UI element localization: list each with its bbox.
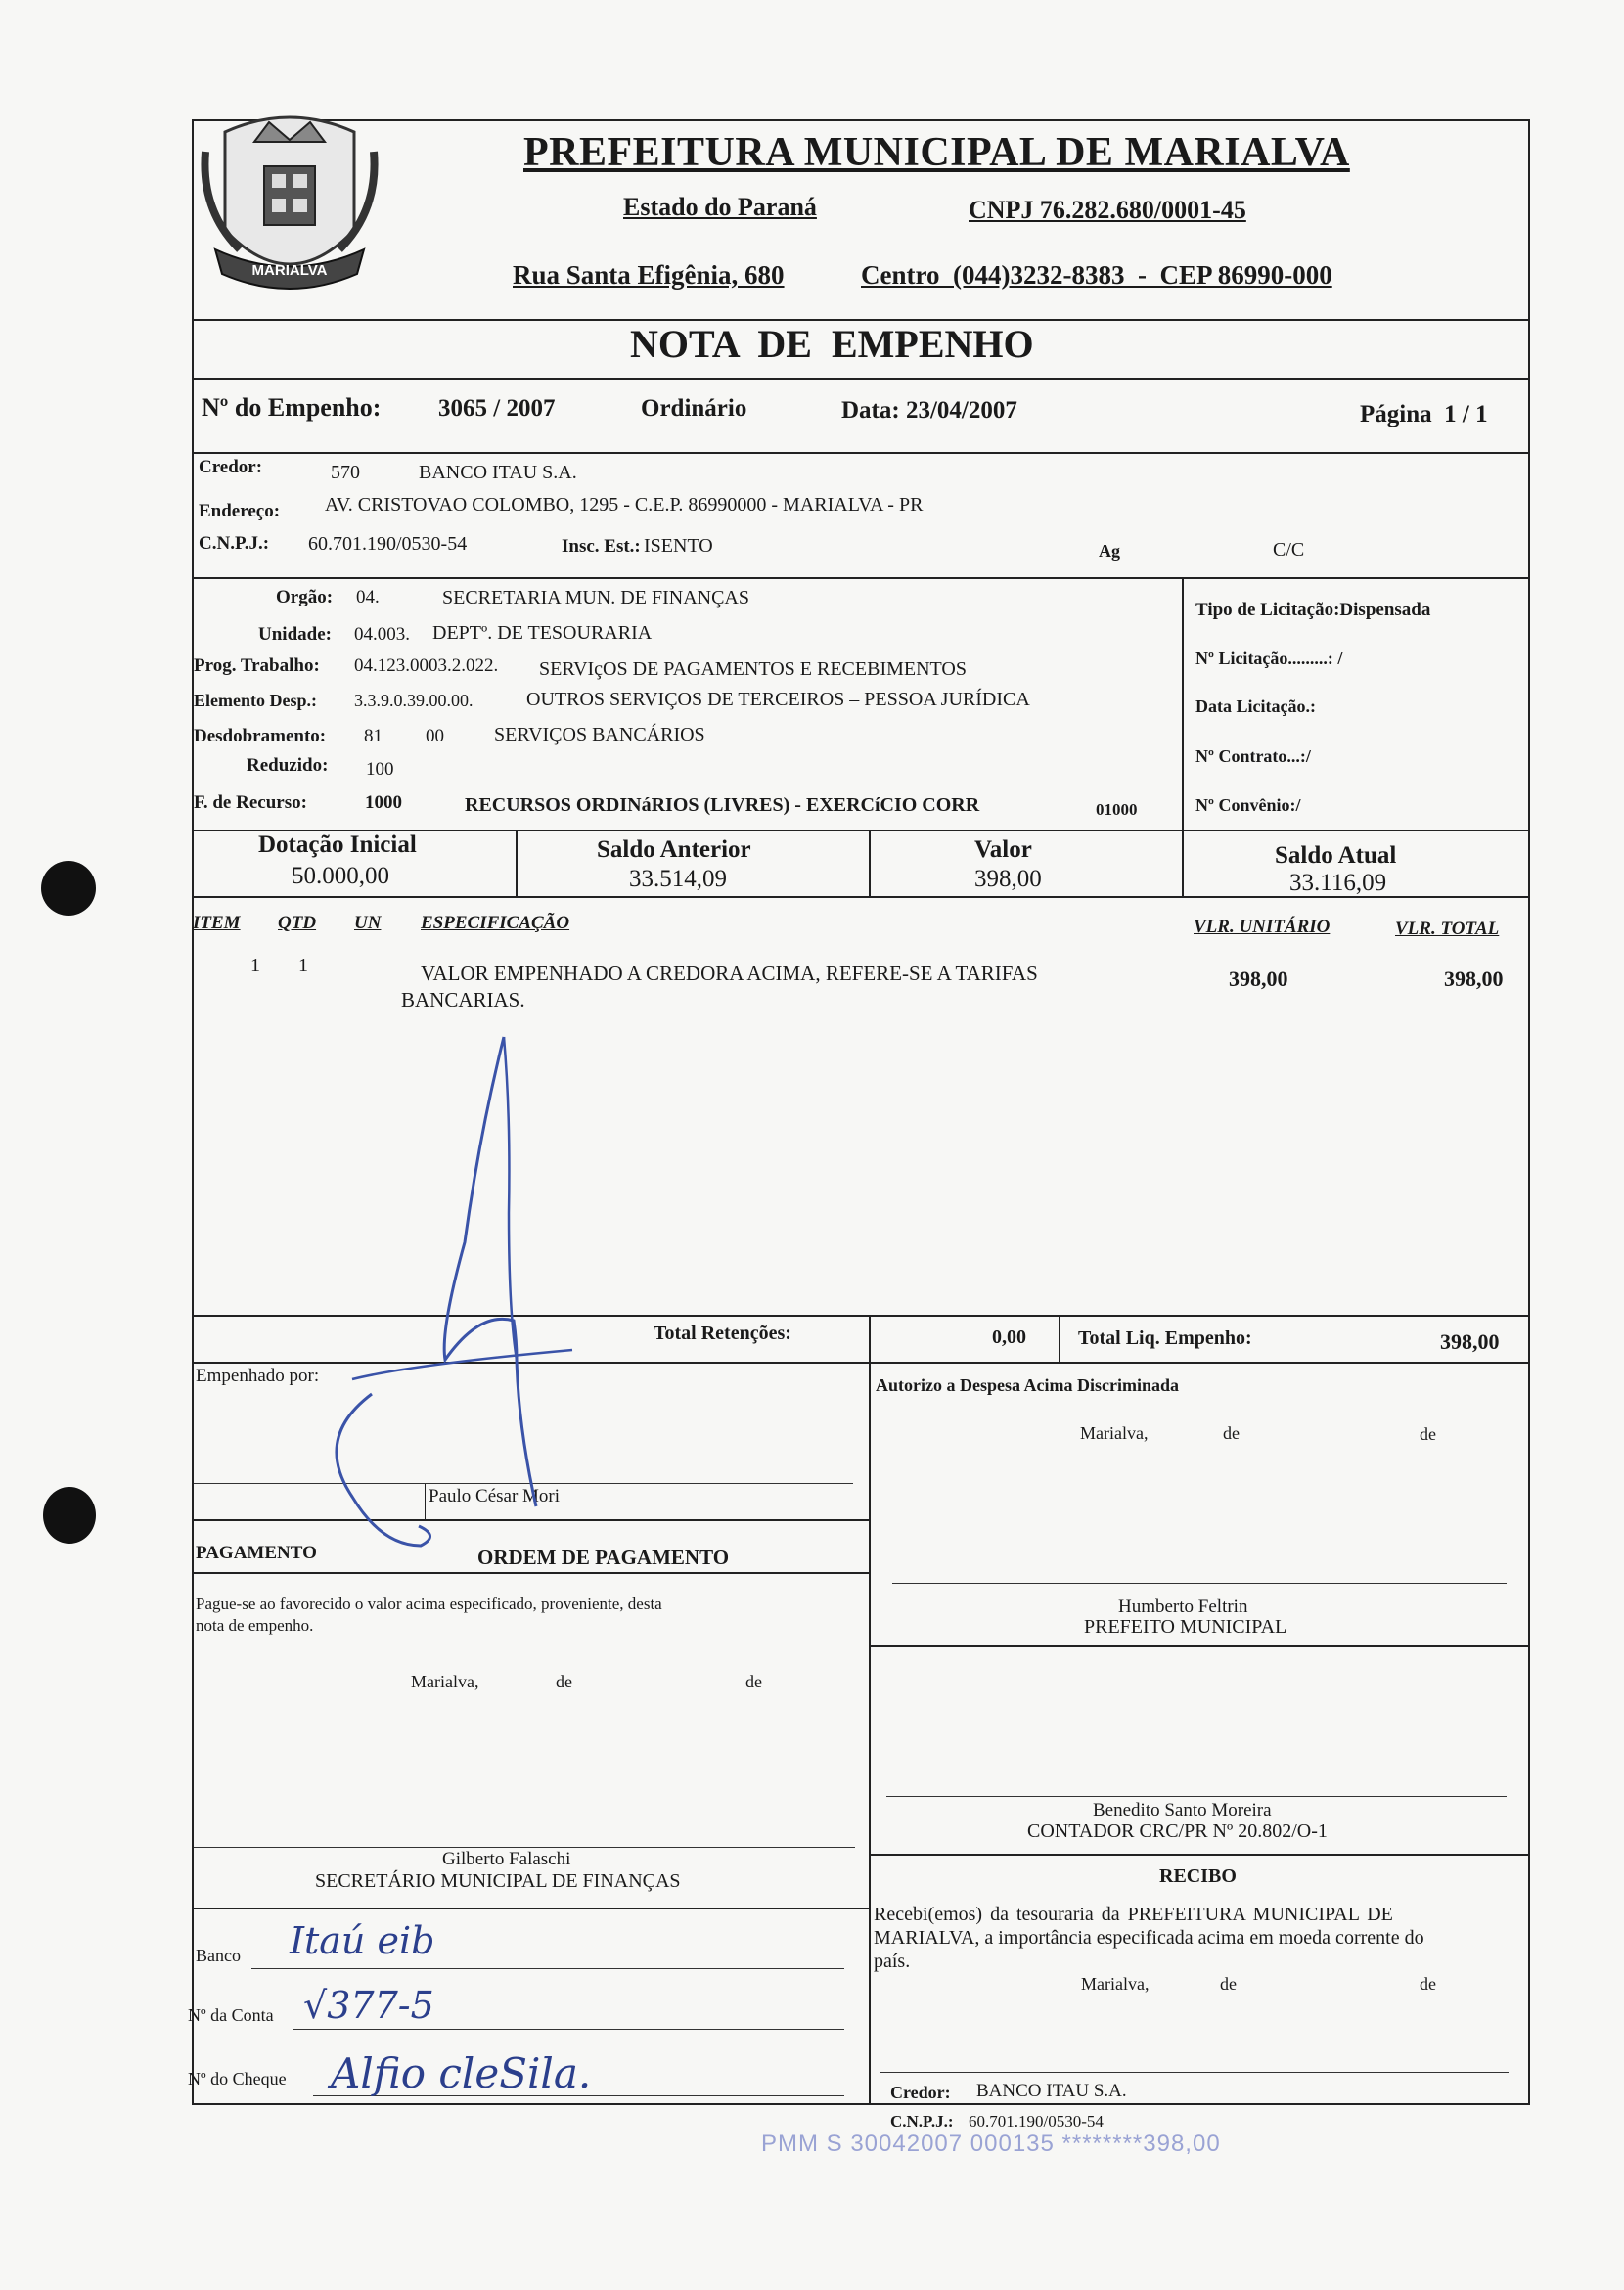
- credor-label: Credor:: [199, 457, 263, 477]
- divider: [869, 830, 871, 896]
- recibo-text-line2: MARIALVA, a importância especificada acima em moeda corrente do: [874, 1927, 1424, 1949]
- prog-name: SERVIçOS DE PAGAMENTOS E RECEBIMENTOS: [539, 658, 967, 680]
- desd-name: SERVIÇOS BANCÁRIOS: [494, 724, 705, 745]
- signature-line: [880, 2072, 1509, 2073]
- banco-line: [251, 1968, 844, 1969]
- prog-label: Prog. Trabalho:: [194, 655, 320, 676]
- bottom-stamp: PMM S 30042007 000135 ********398,00: [761, 2131, 1221, 2157]
- saldo-ant-value: 33.514,09: [629, 866, 727, 892]
- divider: [516, 830, 518, 896]
- orgao-label: Orgão:: [276, 587, 334, 607]
- divider: [192, 1908, 869, 1909]
- divider: [869, 1362, 871, 2105]
- desd-code2: 00: [426, 726, 444, 746]
- divider: [192, 452, 1530, 454]
- cheque-label: Nº do Cheque: [188, 2069, 287, 2088]
- prog-code: 04.123.0003.2.022.: [354, 655, 499, 676]
- pagamento-text-line2: nota de empenho.: [196, 1616, 314, 1635]
- autorizo-label: Autorizo a Despesa Acima Discriminada: [876, 1375, 1179, 1395]
- secretario-title: SECRETÁRIO MUNICIPAL DE FINANÇAS: [315, 1870, 681, 1892]
- cheque-handwriting: Alfio cleSila.: [331, 2049, 592, 2097]
- municipal-crest: [196, 112, 383, 304]
- divider: [1059, 1315, 1060, 1362]
- num-contrato: Nº Contrato...:/: [1195, 746, 1311, 766]
- dotacao-label: Dotação Inicial: [258, 831, 417, 858]
- header-contact: Centro (044)3232-8383 - CEP 86990-000: [861, 260, 1332, 290]
- cc-label: C/C: [1273, 539, 1305, 561]
- divider: [192, 1572, 869, 1574]
- credor-address: AV. CRISTOVAO COLOMBO, 1295 - C.E.P. 86990000 - MARIALVA - PR: [325, 494, 924, 516]
- header-title: PREFEITURA MUNICIPAL DE MARIALVA: [523, 130, 1350, 175]
- row-qtd: 1: [298, 955, 308, 976]
- num-convenio: Nº Convênio:/: [1195, 795, 1301, 815]
- punch-hole-bottom: [43, 1487, 96, 1544]
- tipo-licitacao: Tipo de Licitação:Dispensada: [1195, 600, 1431, 620]
- credor-code: 570: [331, 462, 360, 483]
- reduzido-label: Reduzido:: [247, 755, 329, 776]
- recurso-label: F. de Recurso:: [194, 792, 307, 813]
- saldo-ant-label: Saldo Anterior: [597, 836, 751, 863]
- recibo-credor-label: Credor:: [890, 2083, 951, 2102]
- recurso-code: 1000: [365, 792, 402, 813]
- row-desc-line1: VALOR EMPENHADO A CREDORA ACIMA, REFERE-SE A TARIFAS: [421, 962, 1038, 985]
- valor-value: 398,00: [974, 866, 1042, 892]
- pagamento-label: PAGAMENTO: [196, 1543, 317, 1563]
- divider: [869, 1854, 1530, 1856]
- col-qtd: QTD: [278, 913, 317, 933]
- signature-line: [892, 1583, 1507, 1584]
- cnpj-label: C.N.P.J.:: [199, 533, 270, 554]
- recibo-cnpj: 60.701.190/0530-54: [969, 2112, 1104, 2131]
- banco-handwriting: Itaú eib: [290, 1919, 435, 1962]
- ie-label: Insc. Est.:: [562, 536, 641, 557]
- divider: [869, 1645, 1530, 1647]
- empenho-number: 3065 / 2007: [438, 395, 556, 422]
- liq-value: 398,00: [1440, 1329, 1500, 1354]
- conta-handwriting: √377-5: [303, 1984, 434, 2027]
- contador-name: Benedito Santo Moreira: [1093, 1800, 1272, 1820]
- orgao-code: 04.: [356, 587, 380, 607]
- empenho-type: Ordinário: [641, 395, 747, 422]
- col-especificacao: ESPECIFICAÇÃO: [421, 913, 570, 933]
- empenhado-name: Paulo César Mori: [429, 1486, 561, 1506]
- svg-text:MARIALVA: MARIALVA: [251, 262, 328, 279]
- punch-hole-top: [41, 861, 96, 916]
- valor-label: Valor: [974, 836, 1032, 863]
- empenhado-por-label: Empenhado por:: [196, 1366, 320, 1386]
- pagamento-de-b: de: [745, 1672, 762, 1691]
- recibo-credor: BANCO ITAU S.A.: [976, 2081, 1127, 2101]
- recibo-cnpj-label: C.N.P.J.:: [890, 2112, 954, 2131]
- row-total: 398,00: [1444, 966, 1504, 991]
- ordem-pagamento-label: ORDEM DE PAGAMENTO: [477, 1546, 730, 1569]
- ag-label: Ag: [1099, 541, 1120, 561]
- autorizo-de-b: de: [1420, 1424, 1436, 1444]
- desd-label: Desdobramento:: [194, 726, 327, 746]
- unidade-label: Unidade:: [258, 624, 332, 645]
- credor-cnpj: 60.701.190/0530-54: [308, 533, 468, 555]
- divider: [1182, 830, 1184, 896]
- divider: [192, 896, 1530, 898]
- row-item: 1: [250, 955, 260, 976]
- liq-label: Total Liq. Empenho:: [1078, 1327, 1252, 1349]
- conta-label: Nº da Conta: [188, 2005, 274, 2025]
- contador-title: CONTADOR CRC/PR Nº 20.802/O-1: [1027, 1820, 1328, 1842]
- divider: [192, 577, 1530, 579]
- empenho-page: Página 1 / 1: [1360, 401, 1488, 427]
- dotacao-value: 50.000,00: [292, 863, 389, 889]
- saldo-atual-value: 33.116,09: [1289, 870, 1387, 896]
- unidade-name: DEPTº. DE TESOURARIA: [432, 622, 653, 644]
- pagamento-marialva: Marialva,: [411, 1672, 479, 1691]
- col-vlr-unitario: VLR. UNITÁRIO: [1194, 917, 1331, 937]
- pagamento-de-a: de: [556, 1672, 572, 1691]
- address-label: Endereço:: [199, 501, 281, 521]
- recibo-de-a: de: [1220, 1974, 1237, 1994]
- recibo-text-line1: Recebi(emos) da tesouraria da PREFEITURA MUNICIPAL DE: [874, 1904, 1393, 1925]
- recibo-de-b: de: [1420, 1974, 1436, 1994]
- empenho-label: Nº do Empenho:: [202, 393, 382, 422]
- reduzido-value: 100: [366, 759, 394, 780]
- signature-line: [194, 1847, 855, 1848]
- autorizo-de-a: de: [1223, 1423, 1240, 1443]
- desd-code1: 81: [364, 726, 383, 746]
- col-item: ITEM: [193, 913, 241, 933]
- secretario-name: Gilberto Falaschi: [442, 1849, 571, 1869]
- unidade-code: 04.003.: [354, 624, 410, 645]
- header-address: Rua Santa Efigênia, 680: [513, 260, 785, 290]
- prefeito-title: PREFEITO MUNICIPAL: [1084, 1616, 1287, 1638]
- col-un: UN: [354, 913, 382, 933]
- autorizo-marialva: Marialva,: [1080, 1423, 1149, 1443]
- signature-line: [886, 1796, 1507, 1797]
- retencoes-label: Total Retenções:: [654, 1323, 791, 1344]
- header-state: Estado do Paraná: [623, 193, 817, 221]
- recibo-title: RECIBO: [1159, 1865, 1237, 1887]
- pagamento-text-line1: Pague-se ao favorecido o valor acima especificado, proveniente, desta: [196, 1594, 662, 1613]
- orgao-name: SECRETARIA MUN. DE FINANÇAS: [442, 587, 749, 608]
- divider: [869, 1315, 871, 1362]
- credor-name: BANCO ITAU S.A.: [419, 462, 577, 483]
- header-cnpj: CNPJ 76.282.680/0001-45: [969, 196, 1246, 224]
- signature-scribble: [293, 1017, 607, 1565]
- prefeito-name: Humberto Feltrin: [1118, 1596, 1248, 1617]
- col-vlr-total: VLR. TOTAL: [1395, 919, 1500, 939]
- recibo-text-line3: país.: [874, 1951, 911, 1972]
- row-unit-price: 398,00: [1229, 966, 1288, 991]
- num-licitacao: Nº Licitação.........: /: [1195, 649, 1343, 668]
- divider: [192, 378, 1530, 380]
- elem-label: Elemento Desp.:: [194, 691, 317, 710]
- doc-title: NOTA DE EMPENHO: [630, 322, 1034, 366]
- recibo-marialva: Marialva,: [1081, 1974, 1150, 1994]
- elem-name: OUTROS SERVIÇOS DE TERCEIROS – PESSOA JURÍDICA: [526, 689, 1030, 710]
- credor-ie: ISENTO: [644, 535, 713, 557]
- saldo-atual-label: Saldo Atual: [1275, 842, 1397, 869]
- row-desc-line2: BANCARIAS.: [401, 988, 525, 1011]
- recurso-num: 01000: [1096, 800, 1138, 819]
- data-licitacao: Data Licitação.:: [1195, 696, 1316, 716]
- elem-code: 3.3.9.0.39.00.00.: [354, 691, 474, 710]
- divider: [1182, 577, 1184, 830]
- empenho-date: Data: 23/04/2007: [841, 397, 1017, 424]
- retencoes-value: 0,00: [992, 1326, 1026, 1348]
- conta-line: [293, 2029, 844, 2030]
- banco-label: Banco: [196, 1946, 241, 1965]
- recurso-name: RECURSOS ORDINáRIOS (LIVRES) - EXERCíCIO CORR: [465, 794, 980, 816]
